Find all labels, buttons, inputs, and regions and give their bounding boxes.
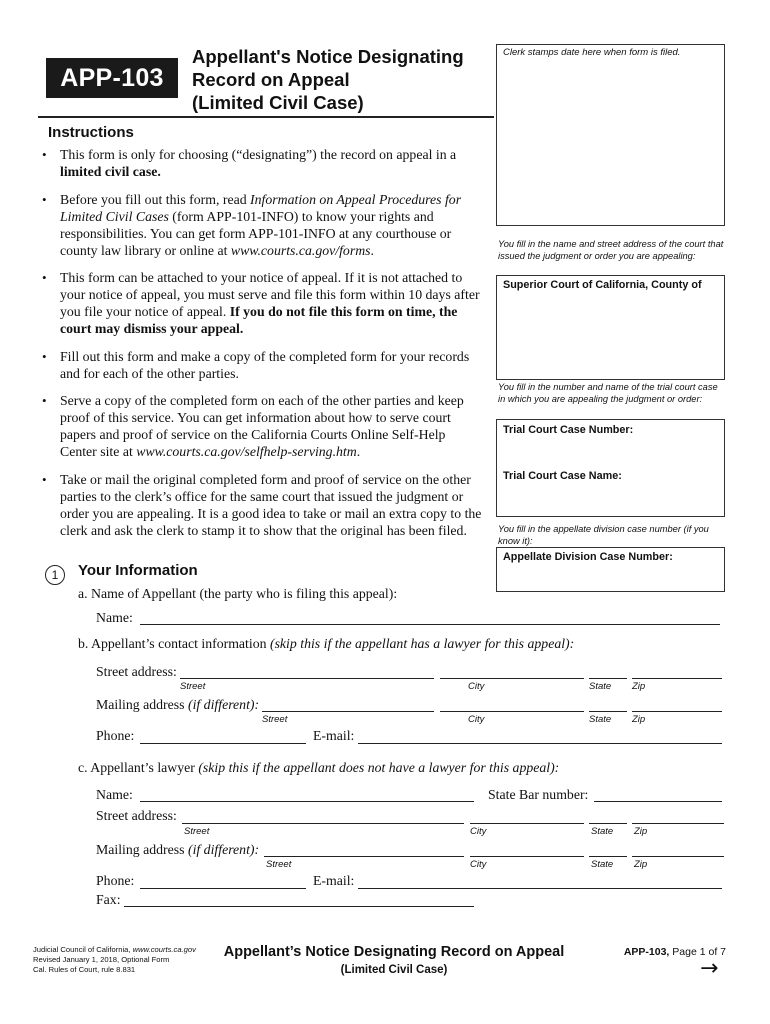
mailing-street-input[interactable] [262,711,434,712]
form-title [192,45,487,114]
lawyer-phone-input[interactable] [140,888,306,889]
zip-sublabel: Zip [634,859,648,870]
form-title-line: (Limited Civil Case) [192,92,364,113]
instructions-heading: Instructions [48,124,134,141]
lawyer-zip-input[interactable] [632,823,724,824]
zip-input[interactable] [632,678,722,679]
court-hint: You fill in the name and street address of the court that issued the judgment or order you are appealing: [498,239,724,261]
lawyer-fax-label: Fax: [96,892,121,907]
instruction-item: • Before you fill out this form, read Information on Appeal Procedures for Limited Civil Cases (form APP-101-INFO) to know your rights and responsibilities. You can get form APP-101-INFO at any courthouse or county law library or online at www.courts.ca.gov/forms. [40,191,484,259]
mailing-state-input[interactable] [589,711,627,712]
lawyer-phone-label: Phone: [96,873,135,888]
city-sublabel: City [468,714,485,725]
next-page-arrow-icon[interactable]: → [700,956,719,981]
lawyer-mailing-state-input[interactable] [589,856,627,857]
superior-court-label: Superior Court of California, County of [503,279,702,291]
mailing-address-label: Mailing address (if different): [96,697,260,712]
form-title-line: Appellant's Notice Designating [192,46,464,67]
mailing-zip-input[interactable] [632,711,722,712]
lawyer-mailing-label: Mailing address (if different): [96,842,260,857]
lawyer-city-input[interactable] [470,823,584,824]
lawyer-street-input[interactable] [182,823,464,824]
appellate-case-hint: You fill in the appellate division case number (if you know it): [498,524,709,546]
lawyer-fax-input[interactable] [124,906,474,907]
trial-case-name-label: Trial Court Case Name: [503,470,622,482]
lawyer-mailing-zip-input[interactable] [632,856,724,857]
zip-sublabel: Zip [634,826,648,837]
city-sublabel: City [470,826,487,837]
street-sublabel: Street [262,714,288,725]
appellant-name-input[interactable] [140,624,720,625]
appellate-case-field[interactable] [496,547,725,592]
lawyer-street-label: Street address: [96,808,177,823]
phone-label: Phone: [96,728,135,743]
page-indicator: APP-103, Page 1 of 7 [623,946,726,958]
header-divider [38,116,494,118]
lawyer-name-input[interactable] [140,801,474,802]
appellant-name-prompt: a. Name of Appellant (the party who is filing this appeal): [78,586,398,601]
lawyer-name-label: Name: [96,787,133,802]
email-label: E-mail: [313,728,355,743]
street-sublabel: Street [180,681,206,692]
state-sublabel: State [589,681,612,692]
state-input[interactable] [589,678,627,679]
instruction-item: • Take or mail the original completed form and proof of service on the other parties to the clerk’s office for the same court that issued the judgment or order you are appealing. It is a good idea to take or mail an extra copy to the clerk and ask the clerk to stamp it to show that the original has been filed. [40,471,484,539]
lawyer-mailing-city-input[interactable] [470,856,584,857]
instruction-item: • This form is only for choosing (“designating”) the record on appeal in a limited civil case. [40,146,484,180]
city-sublabel: City [468,681,485,692]
trial-case-hint: You fill in the number and name of the trial court case in which you are appealing the judgment or order: [498,382,718,404]
form-title-line: Record on Appeal [192,69,350,90]
street-sublabel: Street [266,859,292,870]
state-sublabel: State [591,859,614,870]
form-number-badge: APP-103 [46,58,178,98]
lawyer-state-input[interactable] [589,823,627,824]
lawyer-prompt: c. Appellant’s lawyer (skip this if the appellant does not have a lawyer for this appeal): [78,760,560,775]
street-address-label: Street address: [96,664,177,679]
appellate-case-label: Appellate Division Case Number: [503,551,673,563]
lawyer-email-input[interactable] [358,888,722,889]
footer-publisher: Judicial Council of California, www.courts.ca.gov Revised January 1, 2018, Optional Form Cal. Rules of Court, rule 8.831 [33,945,196,974]
lawyer-email-label: E-mail: [313,873,355,888]
zip-sublabel: Zip [632,714,646,725]
contact-info-prompt: b. Appellant’s contact information (skip this if the appellant has a lawyer for this appeal): [78,636,575,651]
section-number: 1 [45,565,65,585]
phone-input[interactable] [140,743,306,744]
section-title: Your Information [78,562,198,579]
superior-court-field[interactable] [496,275,725,380]
instruction-item: • Serve a copy of the completed form on each of the other parties and keep proof of this service. You can get information about how to serve court papers and proof of service on the California Courts Online Self-Help Center site at www.courts.ca.gov/selfhelp-serving.htm. [40,392,484,460]
email-input[interactable] [358,743,722,744]
instructions-list [40,146,484,550]
trial-case-field[interactable] [496,419,725,517]
state-sublabel: State [591,826,614,837]
zip-sublabel: Zip [632,681,646,692]
street-sublabel: Street [184,826,210,837]
name-label: Name: [96,610,133,625]
clerk-stamp-label: Clerk stamps date here when form is filed. [503,47,681,58]
instruction-item: • Fill out this form and make a copy of the completed form for your records and for each of the other parties. [40,348,484,382]
clerk-stamp-box[interactable] [496,44,725,226]
state-bar-label: State Bar number: [488,787,589,802]
street-input[interactable] [180,678,434,679]
mailing-city-input[interactable] [440,711,584,712]
lawyer-mailing-street-input[interactable] [264,856,464,857]
instruction-item: • This form can be attached to your notice of appeal. If it is not attached to your notice of appeal, you must serve and file this form within 10 days after you file your notice of appeal. If you do not file this form on time, the court may dismiss your appeal. [40,269,484,337]
city-sublabel: City [470,859,487,870]
footer-title: Appellant’s Notice Designating Record on Appeal [223,944,565,960]
trial-case-number-label: Trial Court Case Number: [503,424,634,436]
state-bar-input[interactable] [594,801,722,802]
city-input[interactable] [440,678,584,679]
footer-subtitle: (Limited Civil Case) [340,964,448,976]
state-sublabel: State [589,714,612,725]
